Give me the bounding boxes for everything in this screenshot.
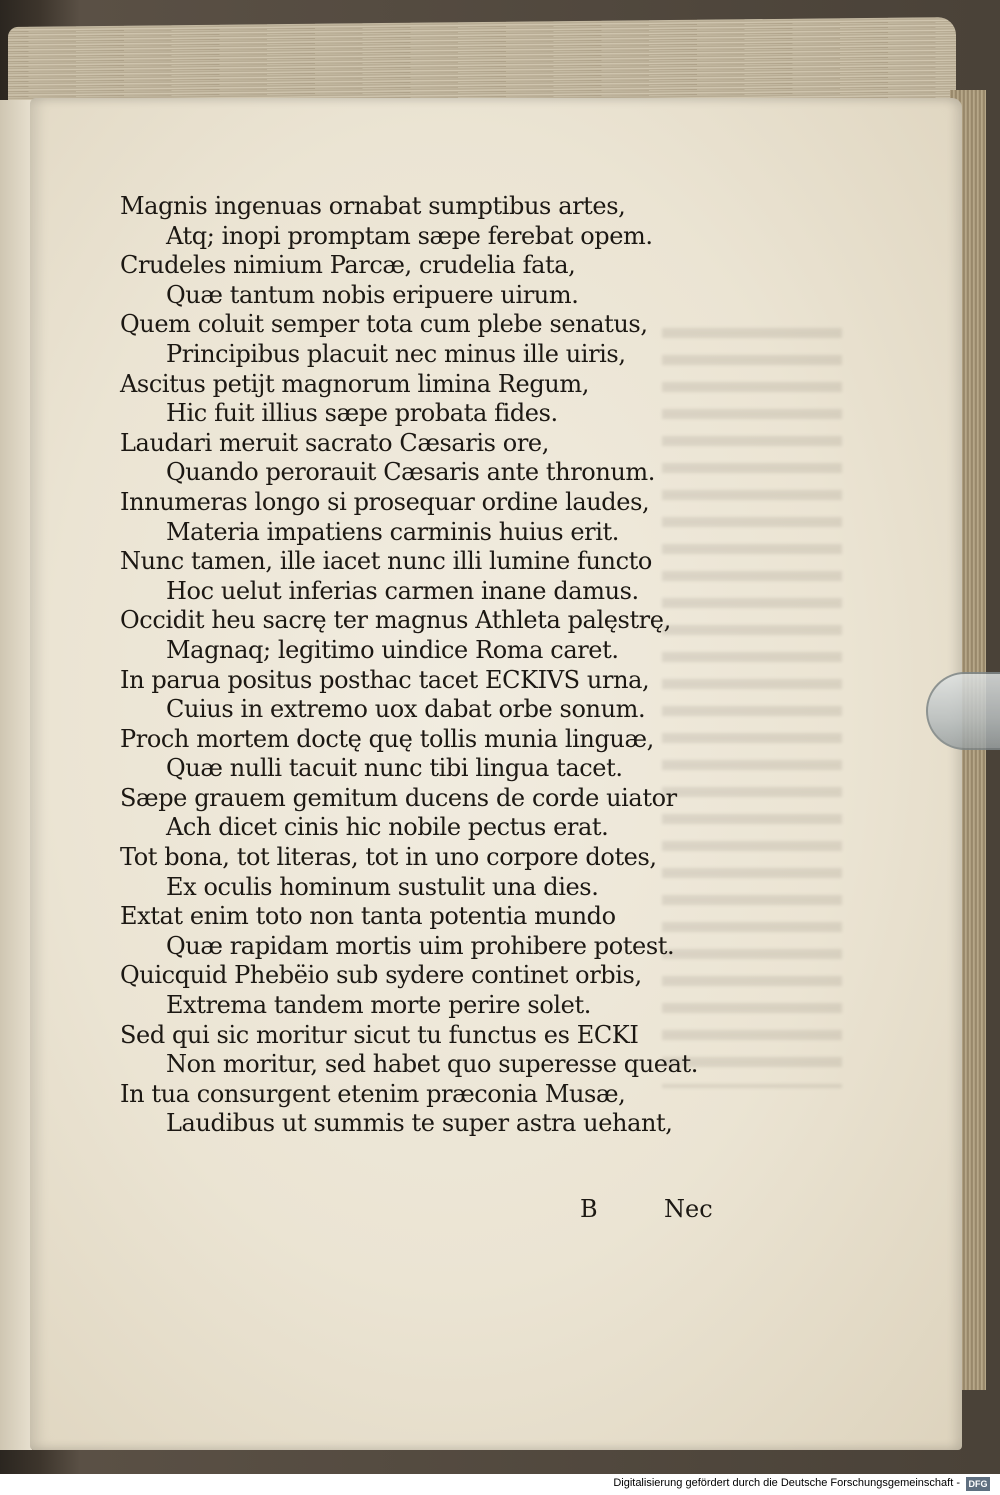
verse-line: Proch mortem doctę quę tollis munia linguæ, xyxy=(120,724,654,753)
verse-line: Tot bona, tot literas, tot in uno corpore dotes, xyxy=(120,843,657,872)
verse-line: Ascitus petijt magnorum limina Regum, xyxy=(120,369,589,398)
signature-mark: B xyxy=(580,1195,598,1223)
verse-line: Magnis ingenuas ornabat sumptibus artes, xyxy=(120,192,626,220)
verse-line: Crudeles nimium Parcæ, crudelia fata, xyxy=(120,251,576,280)
verse-line: Ex oculis hominum sustulit una dies. xyxy=(166,872,599,901)
verse-line: In tua consurgent etenim præconia Musæ, xyxy=(120,1079,626,1108)
verse-line: Laudibus ut summis te super astra uehant, xyxy=(166,1109,673,1138)
verse-line: Non moritur, sed habet quo superesse queat. xyxy=(166,1050,698,1079)
catchword: Nec xyxy=(664,1195,713,1223)
dfg-logo: DFG xyxy=(966,1477,990,1491)
verse-line: Hic fuit illius sæpe probata fides. xyxy=(166,399,558,428)
verse-line: Quem coluit semper tota cum plebe senatus, xyxy=(120,310,648,339)
verse-line: Innumeras longo si prosequar ordine laudes, xyxy=(120,487,650,516)
verse-line: Cuius in extremo uox dabat orbe sonum. xyxy=(166,695,646,724)
verse-line: Extat enim toto non tanta potentia mundo xyxy=(120,902,616,931)
verse-text xyxy=(120,192,740,1139)
verse-line: Sed qui sic moritur sicut tu functus es ECKI xyxy=(120,1020,639,1049)
verse-line: In parua positus posthac tacet ECKIVS urna, xyxy=(120,665,650,694)
verse-line: Quando perorauit Cæsaris ante thronum. xyxy=(166,458,656,487)
verse-line: Principibus placuit nec minus ille uiris, xyxy=(166,339,626,368)
verse-line: Quæ tantum nobis eripuere uirum. xyxy=(166,280,579,309)
verse-line: Quæ nulli tacuit nunc tibi lingua tacet. xyxy=(166,754,623,783)
verse-line: Hoc uelut inferias carmen inane damus. xyxy=(166,576,639,605)
verse-line: Laudari meruit sacrato Cæsaris ore, xyxy=(120,428,549,457)
funding-credit: Digitalisierung gefördert durch die Deutsche Forschungsgemeinschaft - xyxy=(613,1477,960,1489)
verse-line: Magnaq; legitimo uindice Roma caret. xyxy=(166,635,619,664)
verse-line: Materia impatiens carminis huius erit. xyxy=(166,517,619,546)
page-clip xyxy=(926,672,1000,750)
verse-line: Extrema tandem morte perire solet. xyxy=(166,991,591,1020)
facing-page-edge xyxy=(0,100,34,1450)
page-footer xyxy=(580,1195,740,1227)
verse-line: Quicquid Phebëio sub sydere continet orbis, xyxy=(120,961,642,990)
verse-line: Nunc tamen, ille iacet nunc illi lumine functo xyxy=(120,547,652,576)
verse-line: Occidit heu sacrę ter magnus Athleta palęstrę, xyxy=(120,606,671,635)
credit-bar xyxy=(0,1474,1000,1495)
verse-line: Sæpe grauem gemitum ducens de corde uiator xyxy=(120,783,677,812)
verse-line: Quæ rapidam mortis uim prohibere potest. xyxy=(166,931,675,960)
verse-line: Atq; inopi promptam sæpe ferebat opem. xyxy=(166,221,653,250)
verse-line: Ach dicet cinis hic nobile pectus erat. xyxy=(166,813,609,842)
